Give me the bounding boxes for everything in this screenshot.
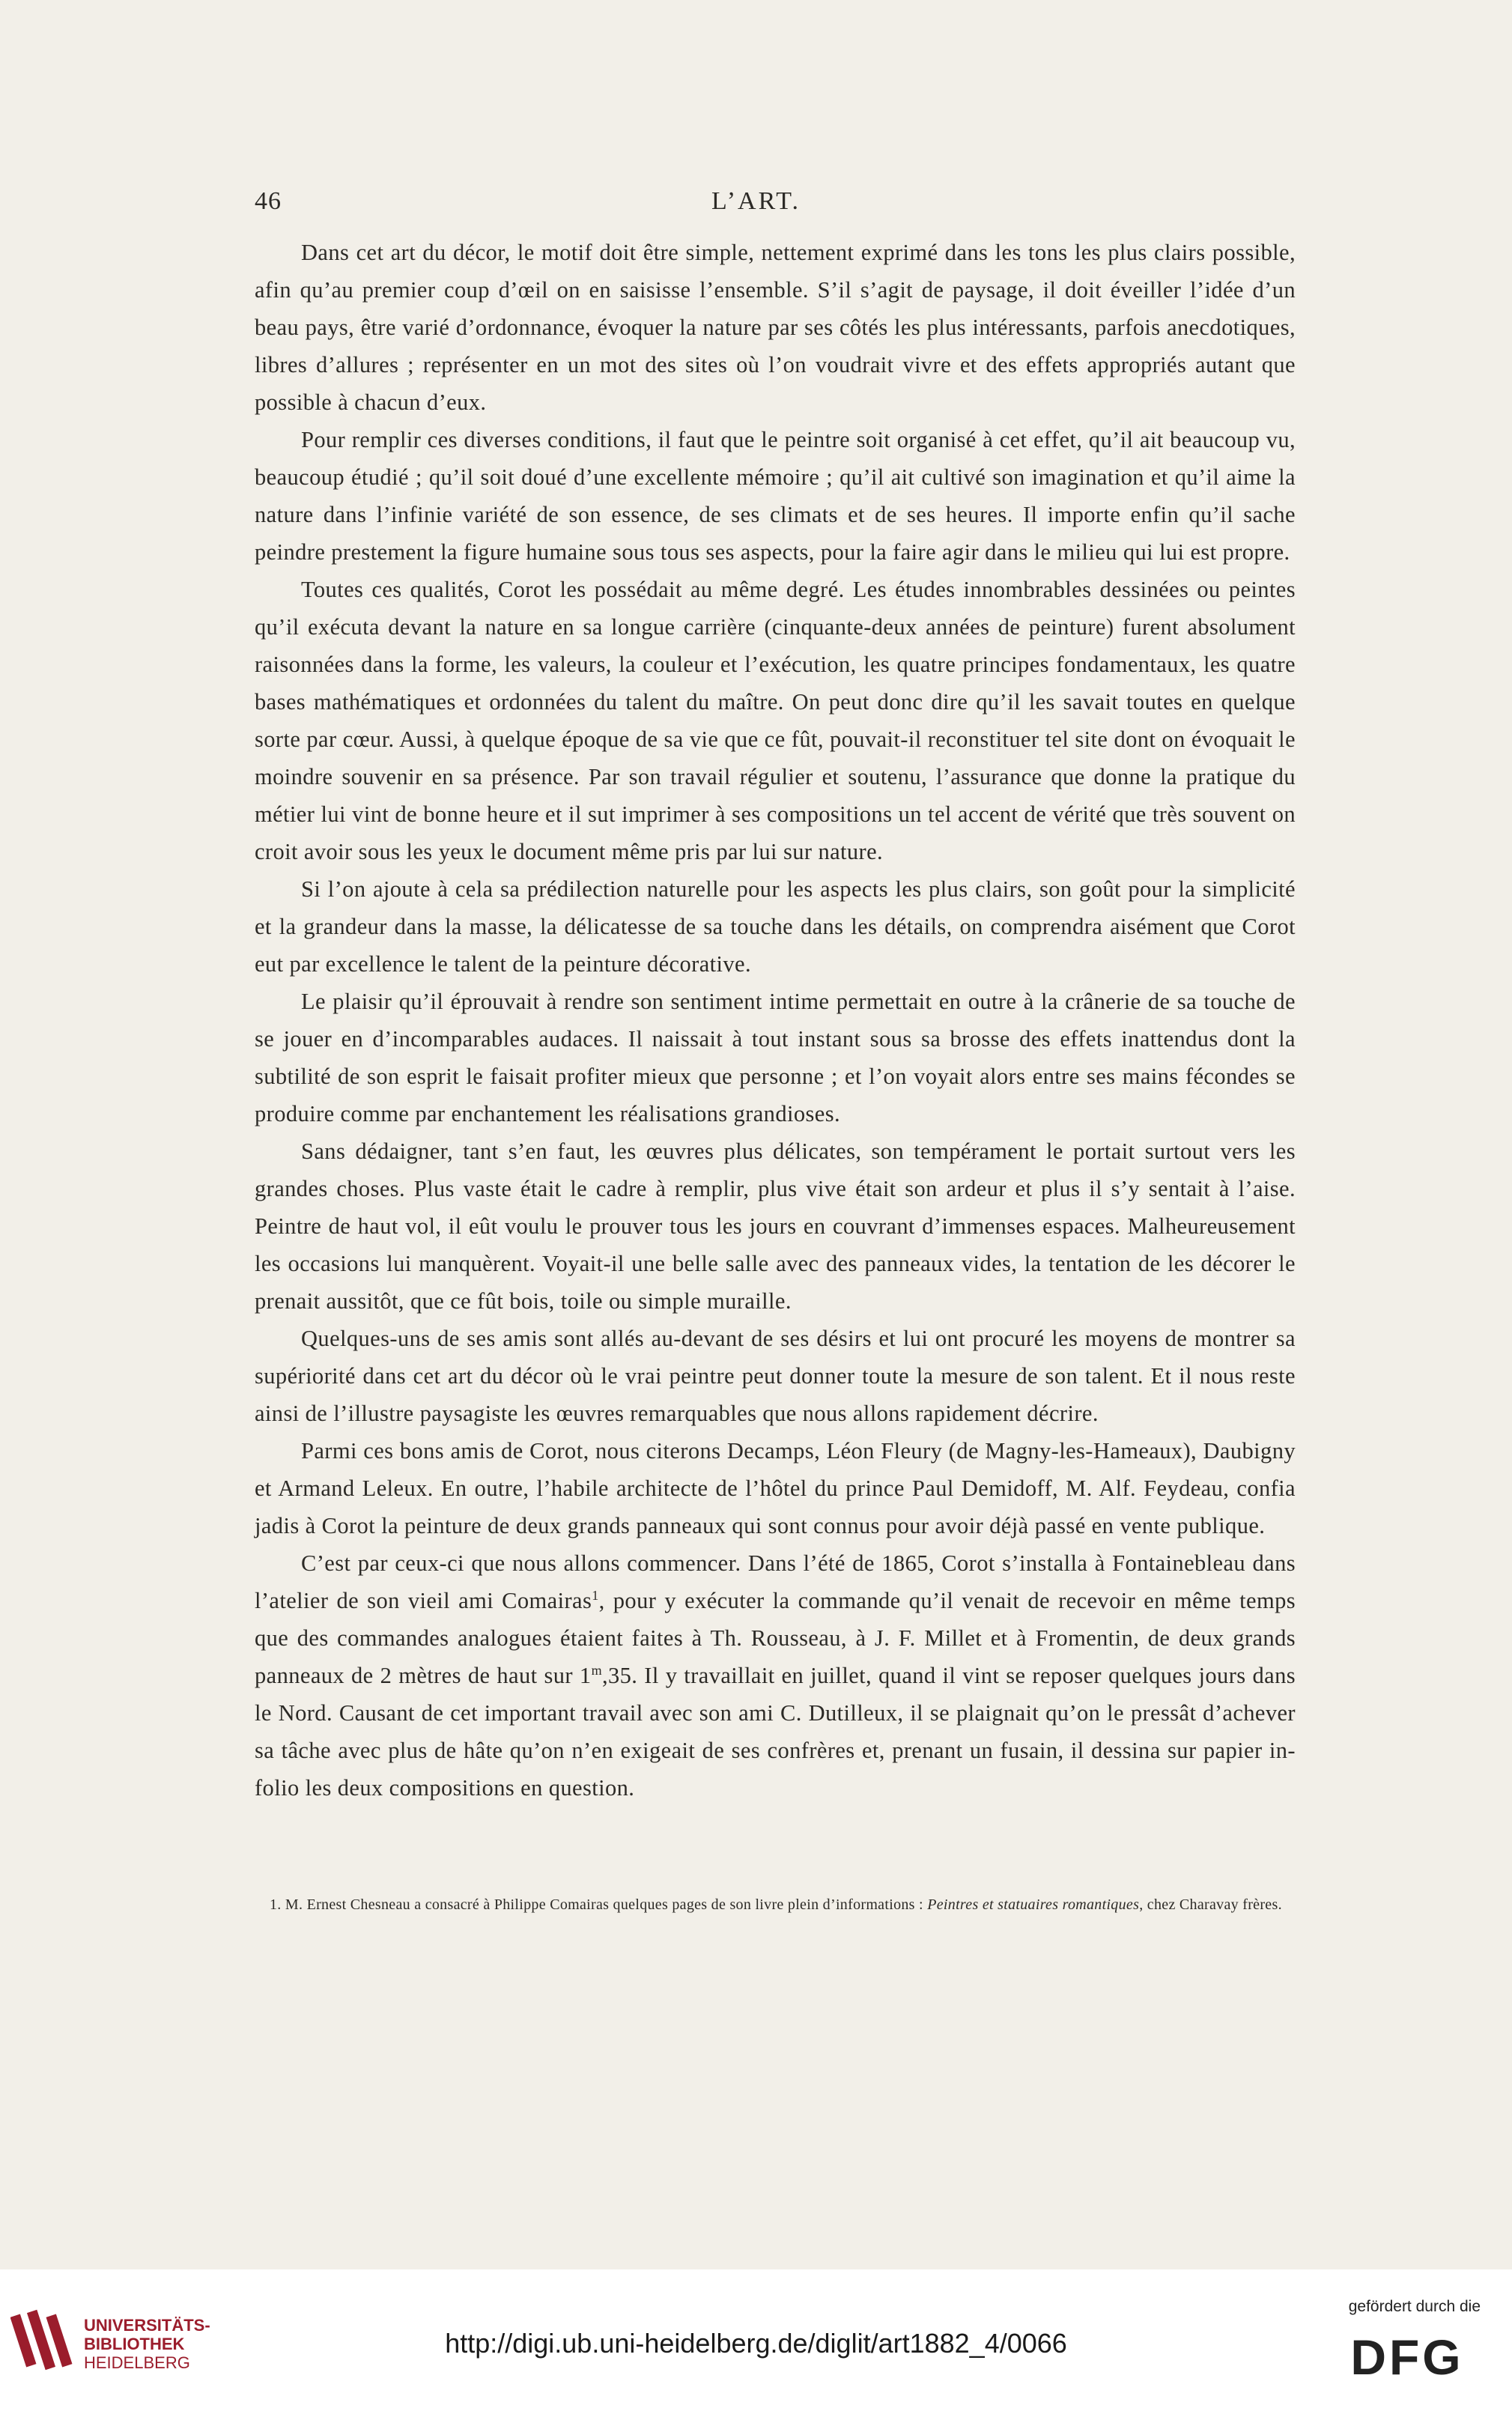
paragraph-text: C’est par ceux-ci que nous allons commencer. Dans l’été de 1865, Corot s’installa à Fontainebleau dans l’atelier de son vieil ami Comairas	[255, 1550, 1296, 1613]
paragraph: Pour remplir ces diverses conditions, il faut que le peintre soit organisé à cet effet, qu’il ait beaucoup vu, beaucoup étudié ; qu’il soit doué d’une excellente mémoire ; qu’il ait cultivé son imagination et qu’il aime la nature dans l’infinie variété de son essence, de ses climats et de ses heures. Il importe enfin qu’il sache peindre prestement la figure humaine sous tous ses aspects, pour la faire agir dans le milieu qui lui est propre.	[255, 427, 1296, 565]
footnote-book-title: Peintres et statuaires romantiques	[927, 1896, 1140, 1913]
library-name-line: HEIDELBERG	[84, 2353, 190, 2372]
footnote-text: 1. M. Ernest Chesneau a consacré à Philippe Comairas quelques pages de son livre plein d’informations :	[270, 1896, 928, 1913]
footnote	[255, 1893, 1296, 1917]
paragraph-text: , pour y exécuter la commande qu’il venait de recevoir en même temps que des commandes analogues étaient faites à Th. Rousseau, à J. F. Millet et à Fromentin, de deux grands panneaux de 2 mètres de haut sur 1	[255, 1588, 1296, 1688]
paragraph: Dans cet art du décor, le motif doit être simple, nettement exprimé dans les tons les plus clairs possible, afin qu’au premier coup d’œil on en saisisse l’ensemble. S’il s’agit de paysage, il doit éveiller l’idée d’un beau pays, être varié d’ordonnance, évoquer la nature par ses côtés les plus intéressants, parfois anecdotiques, libres d’allures ; représenter en un mot des sites où l’on voudrait vivre et des effets appropriés autant que possible à chacun d’eux.	[255, 240, 1296, 415]
paragraph-text: ,35. Il y travaillait en juillet, quand il vint se reposer quelques jours dans le Nord. Causant de cet important travail avec son ami C. Dutilleux, il se plaignait qu’on le pressât d’achever sa tâche avec plus de hâte qu’on n’en exigeait de ses confrères et, prenant un fusain, il dessina sur papier in-folio les deux compositions en question.	[255, 1663, 1296, 1801]
paragraph: Le plaisir qu’il éprouvait à rendre son sentiment intime permettait en outre à la crânerie de sa touche de se jouer en d’incomparables audaces. Il naissait à tout instant sous sa brosse des effets inattendus dont la subtilité de son esprit le faisait profiter mieux que personne ; et l’on voyait alors entre ses mains fécondes se produire comme par enchantement les réalisations grandioses.	[255, 989, 1296, 1126]
footnote-tail: , chez Charavay frères.	[1139, 1896, 1282, 1913]
footnote-reference: 1	[592, 1587, 599, 1603]
page-number: 46	[255, 187, 282, 215]
library-name-line: UNIVERSITÄTS-	[84, 2316, 210, 2335]
paragraph: Si l’on ajoute à cela sa prédilection naturelle pour les aspects les plus clairs, son goût pour la simplicité et la grandeur dans la masse, la délicatesse de sa touche dans les détails, on comprendra aisément que Corot eut par excellence le talent de la peinture décorative.	[255, 876, 1296, 977]
paragraph: Sans dédaigner, tant s’en faut, les œuvres plus délicates, son tempérament le portait surtout vers les grandes choses. Plus vaste était le cadre à remplir, plus vive était son ardeur et plus il s’y sentait à l’aise. Peintre de haut vol, il eût voulu le prouver tous les jours en couvrant d’immenses espaces. Malheureusement les occasions lui manquèrent. Voyait-il une belle salle avec des panneaux vides, la tentation de les décorer le prenait aussitôt, que ce fût bois, toile ou simple muraille.	[255, 1138, 1296, 1314]
paragraph: Parmi ces bons amis de Corot, nous citerons Decamps, Léon Fleury (de Magny-les-Hameaux), Daubigny et Armand Leleux. En outre, l’habile architecte de l’hôtel du prince Paul Demidoff, M. Alf. Feydeau, confia jadis à Corot la peinture de deux grands panneaux qui sont connus pour avoir déjà passé en vente publique.	[255, 1438, 1296, 1538]
permalink-url[interactable]: http://digi.ub.uni-heidelberg.de/diglit/art1882_4/0066	[445, 2328, 1067, 2359]
dfg-logo-text: DFG	[1350, 2329, 1464, 2382]
running-head: L’ART.	[711, 187, 801, 215]
footer-bar	[0, 2269, 1512, 2414]
paragraph: Toutes ces qualités, Corot les possédait au même degré. Les études innombrables dessinées ou peintes qu’il exécuta devant la nature en sa longue carrière (cinquante-deux années de peinture) furent absolument raisonnées dans la forme, les valeurs, la couleur et l’exécution, les quatre principes fondamentaux, les quatre bases mathématiques et ordonnées du talent du maître. On peut donc dire qu’il les savait toutes en quelque sorte par cœur. Aussi, à quelque époque de sa vie que ce fût, pouvait-il reconstituer tel site dont on évoquait le moindre souvenir en sa présence. Par son travail régulier et soutenu, l’assurance que donne la pratique du métier lui vint de bonne heure et il sut imprimer à ses compositions un tel accent de vérité que très souvent on croit avoir sous les yeux le document même pris par lui sur nature.	[255, 577, 1296, 864]
dfg-logo-icon[interactable]	[1332, 2329, 1482, 2382]
paragraph	[255, 1544, 1296, 1807]
body-text	[255, 234, 1296, 1807]
funded-by-label: gefördert durch die	[1348, 2298, 1481, 2315]
unit-superscript: m	[591, 1662, 602, 1678]
paragraph: Quelques-uns de ses amis sont allés au-devant de ses désirs et lui ont procuré les moyens de montrer sa supériorité dans cet art du décor où le vrai peintre peut donner toute la mesure de son talent. Et il nous reste ainsi de l’illustre paysagiste les œuvres remarquables que nous allons rapidement décrire.	[255, 1326, 1296, 1426]
library-name-line: BIBLIOTHEK	[84, 2335, 185, 2353]
